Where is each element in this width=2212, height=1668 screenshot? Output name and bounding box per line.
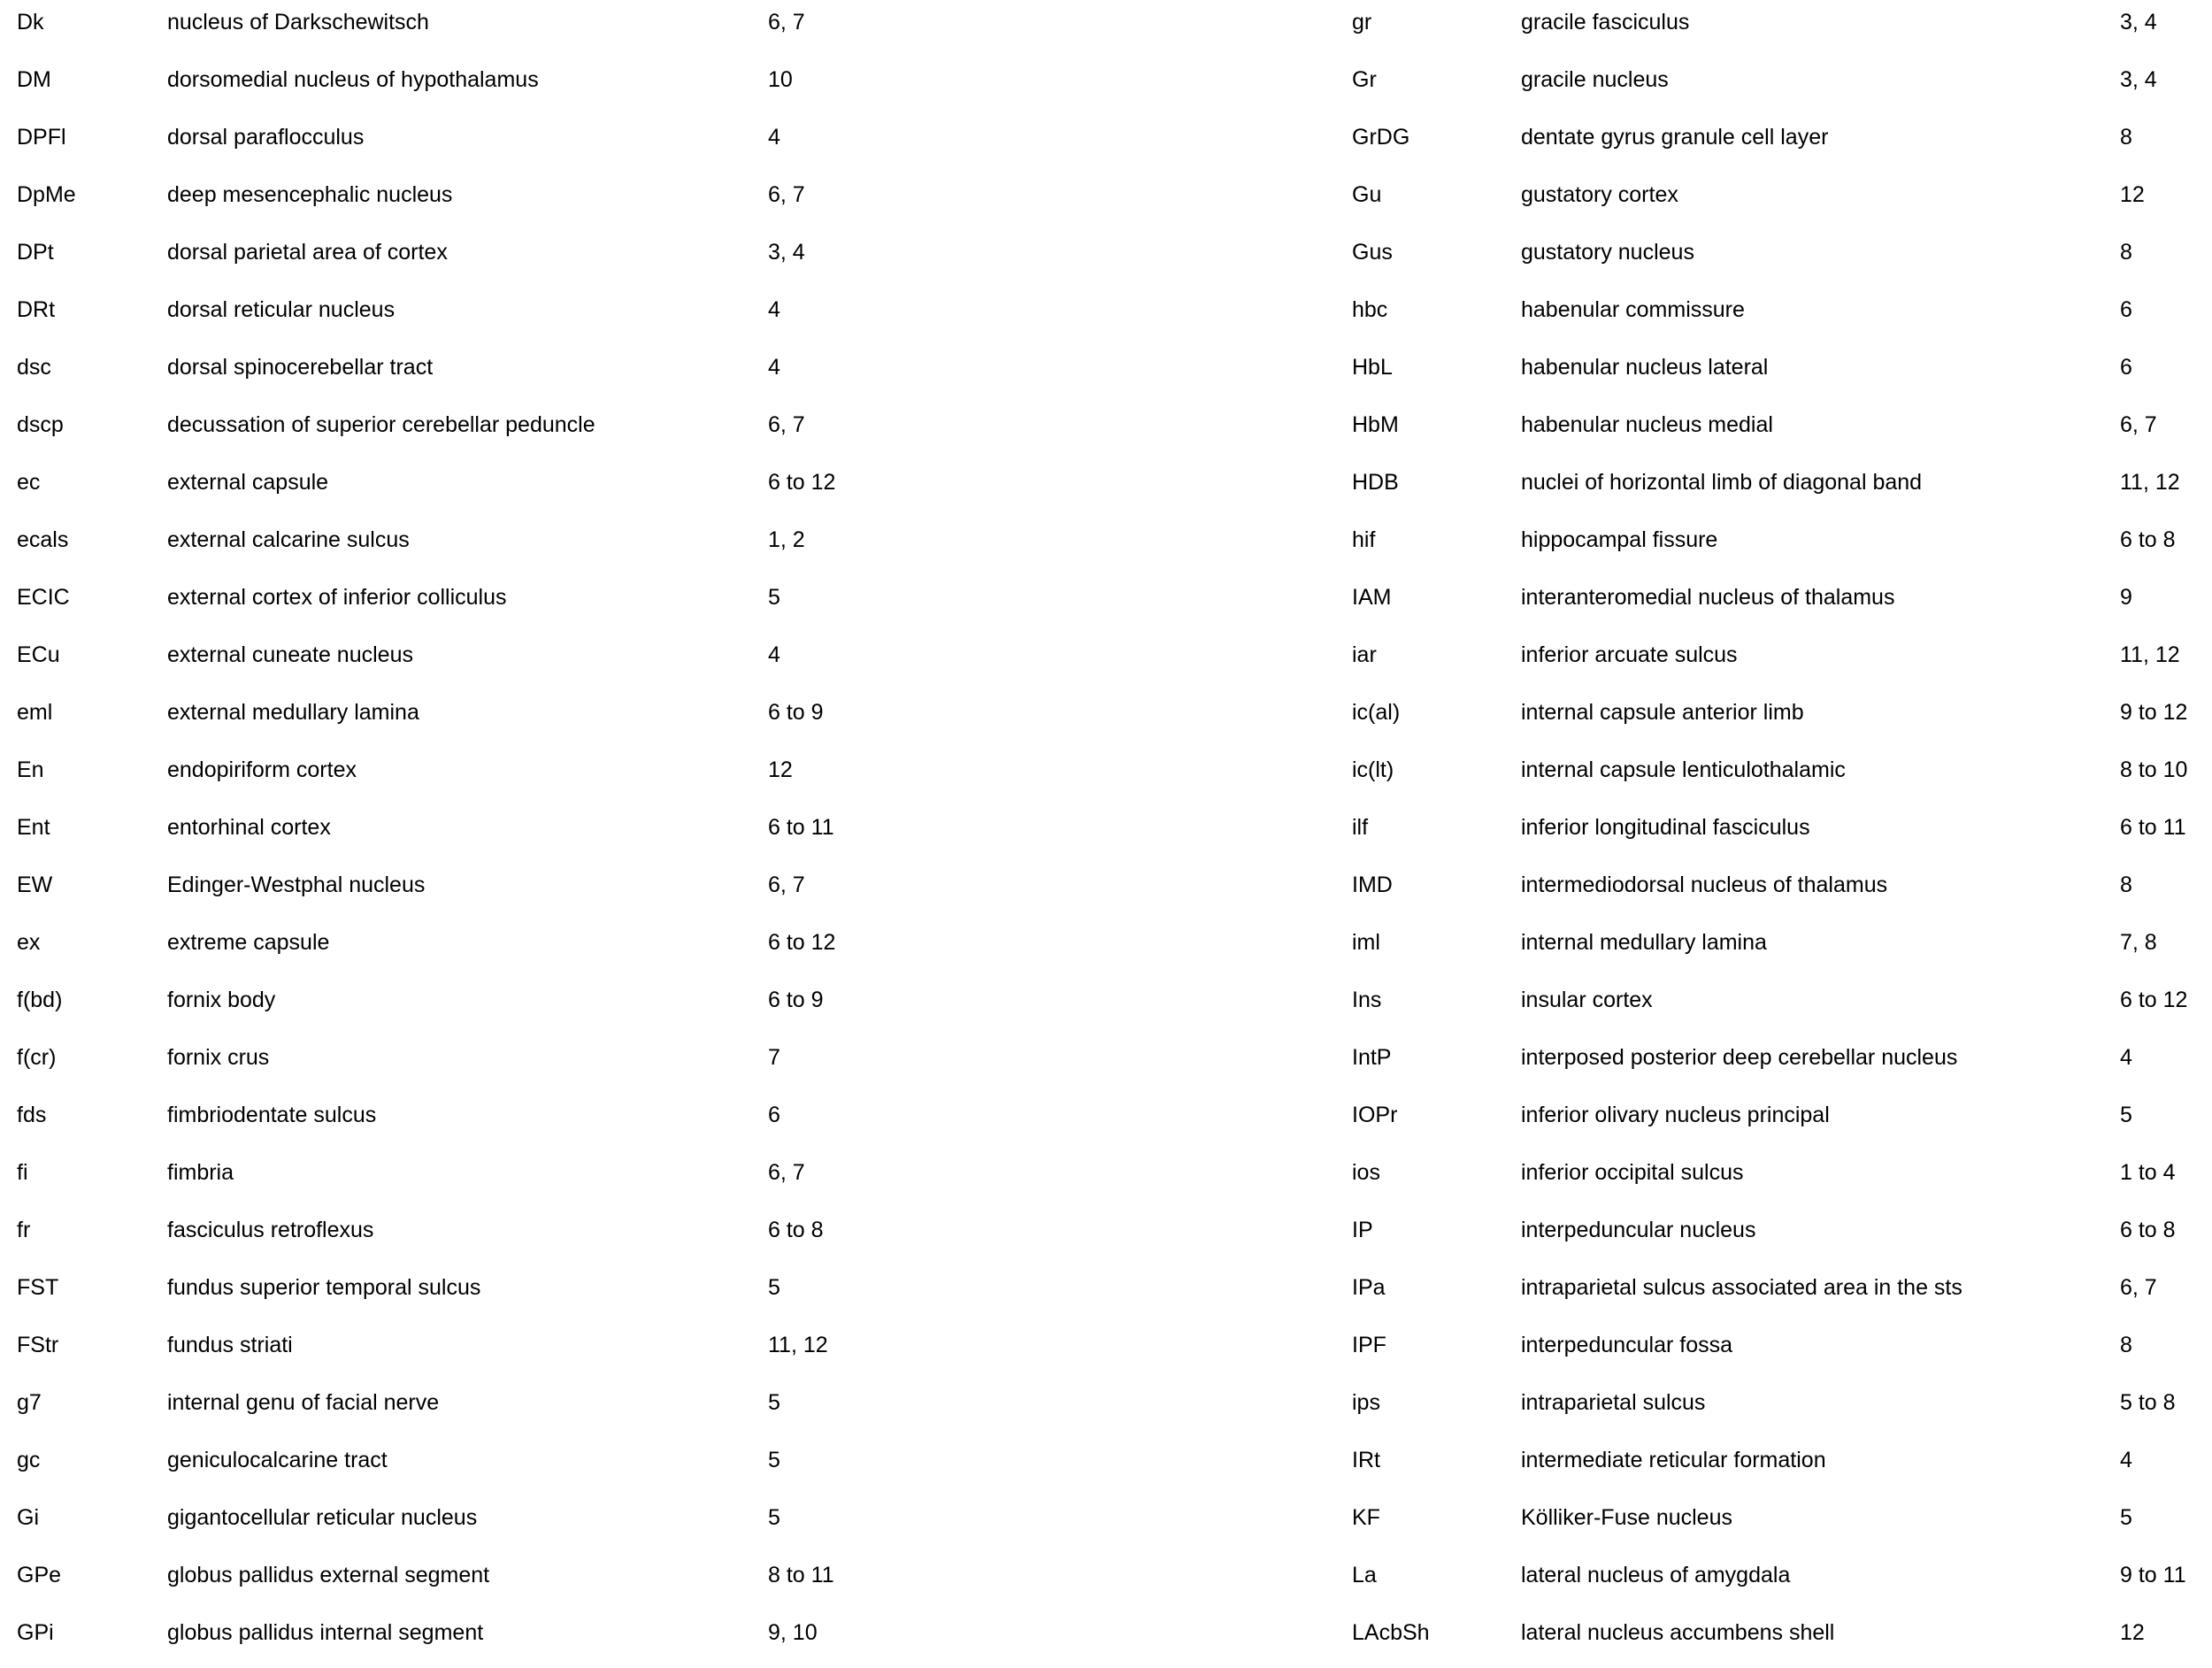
abbreviation-row	[0, 518, 1106, 575]
abbreviation-row	[0, 58, 1106, 115]
structure-name: habenular commissure	[1521, 297, 1745, 322]
abbreviation-row	[0, 1553, 1106, 1610]
structure-name: intraparietal sulcus	[1521, 1390, 1706, 1415]
abbreviation-row	[0, 633, 1106, 690]
abbreviation: GPe	[17, 1563, 62, 1587]
structure-name: nucleus of Darkschewitsch	[167, 10, 429, 35]
abbreviation: Ins	[1352, 988, 1382, 1012]
figure-numbers: 5	[2120, 1505, 2132, 1530]
abbreviation-row	[1106, 0, 2212, 58]
structure-name: inferior arcuate sulcus	[1521, 642, 1738, 667]
figure-numbers: 5	[768, 1505, 780, 1530]
abbreviation-row	[1106, 1150, 2212, 1208]
abbreviation-row	[0, 863, 1106, 920]
abbreviation: GPi	[17, 1620, 54, 1645]
abbreviation-row	[0, 690, 1106, 748]
structure-name: inferior longitudinal fasciculus	[1521, 815, 1810, 840]
figure-numbers: 6 to 11	[768, 815, 834, 840]
structure-name: Edinger-Westphal nucleus	[167, 872, 426, 897]
structure-name: external cuneate nucleus	[167, 642, 413, 667]
abbreviation-row	[1106, 345, 2212, 403]
figure-numbers: 6, 7	[2120, 412, 2157, 437]
abbreviation: ec	[17, 470, 41, 495]
structure-name: nuclei of horizontal limb of diagonal band	[1521, 470, 1923, 495]
structure-name: dorsomedial nucleus of hypothalamus	[167, 67, 539, 92]
abbreviation: ECIC	[17, 585, 70, 610]
abbreviation: Ent	[17, 815, 50, 840]
abbreviation-row	[1106, 863, 2212, 920]
abbreviation: DPFl	[17, 125, 66, 150]
abbreviation-row	[0, 1380, 1106, 1438]
structure-name: habenular nucleus lateral	[1521, 355, 1769, 380]
figure-numbers: 3, 4	[768, 240, 805, 265]
structure-name: dorsal spinocerebellar tract	[167, 355, 434, 380]
structure-name: fasciculus retroflexus	[167, 1218, 374, 1242]
figure-numbers: 6 to 11	[2120, 815, 2186, 840]
abbreviation-row	[0, 1265, 1106, 1323]
figure-numbers: 6	[2120, 355, 2132, 380]
abbreviation-row	[0, 0, 1106, 58]
structure-name: lateral nucleus accumbens shell	[1521, 1620, 1835, 1645]
figure-numbers: 8	[2120, 1333, 2132, 1357]
abbreviation: hif	[1352, 527, 1376, 552]
structure-name: intraparietal sulcus associated area in the sts	[1521, 1275, 1962, 1300]
figure-numbers: 1, 2	[768, 527, 805, 552]
figure-numbers: 4	[768, 297, 780, 322]
structure-name: extreme capsule	[167, 930, 330, 955]
figure-numbers: 8	[2120, 872, 2132, 897]
abbreviation-row	[0, 920, 1106, 978]
abbreviation-row	[1106, 1610, 2212, 1668]
figure-numbers: 10	[768, 67, 793, 92]
structure-name: gustatory nucleus	[1521, 240, 1694, 265]
abbreviation: fr	[17, 1218, 31, 1242]
structure-name: external cortex of inferior colliculus	[167, 585, 507, 610]
abbreviation-row	[1106, 633, 2212, 690]
abbreviation-row	[0, 1438, 1106, 1495]
abbreviation: FST	[17, 1275, 59, 1300]
structure-name: gracile nucleus	[1521, 67, 1669, 92]
structure-name: external capsule	[167, 470, 329, 495]
abbreviation-row	[1106, 403, 2212, 460]
abbreviation: Gi	[17, 1505, 39, 1530]
structure-name: interpeduncular nucleus	[1521, 1218, 1756, 1242]
abbreviation-row	[1106, 805, 2212, 863]
structure-name: insular cortex	[1521, 988, 1653, 1012]
figure-numbers: 6 to 12	[2120, 988, 2188, 1012]
structure-name: external calcarine sulcus	[167, 527, 410, 552]
abbreviation: gc	[17, 1448, 41, 1472]
abbreviation-row	[1106, 230, 2212, 288]
figure-numbers: 6 to 9	[768, 700, 824, 725]
structure-name: geniculocalcarine tract	[167, 1448, 388, 1472]
abbreviation-row	[1106, 690, 2212, 748]
abbreviation-row	[0, 1150, 1106, 1208]
abbreviation-column-right	[1106, 0, 2212, 1668]
figure-numbers: 5	[768, 585, 780, 610]
structure-name: hippocampal fissure	[1521, 527, 1718, 552]
abbreviation-row	[1106, 1495, 2212, 1553]
figure-numbers: 11, 12	[2120, 470, 2180, 495]
abbreviation: IPF	[1352, 1333, 1386, 1357]
abbreviation: fds	[17, 1103, 47, 1127]
abbreviation-row	[0, 805, 1106, 863]
abbreviation: IP	[1352, 1218, 1373, 1242]
abbreviation: IntP	[1352, 1045, 1392, 1070]
abbreviation: DM	[17, 67, 51, 92]
structure-name: fornix crus	[167, 1045, 270, 1070]
structure-name: intermediate reticular formation	[1521, 1448, 1826, 1472]
abbreviation: ic(lt)	[1352, 757, 1394, 782]
abbreviation-row	[0, 978, 1106, 1035]
figure-numbers: 4	[768, 125, 780, 150]
figure-numbers: 1 to 4	[2120, 1160, 2176, 1185]
abbreviation-row	[0, 345, 1106, 403]
abbreviation: IPa	[1352, 1275, 1386, 1300]
structure-name: dorsal reticular nucleus	[167, 297, 396, 322]
figure-numbers: 7, 8	[2120, 930, 2157, 955]
structure-name: lateral nucleus of amygdala	[1521, 1563, 1791, 1587]
figure-numbers: 11, 12	[768, 1333, 828, 1357]
structure-name: gigantocellular reticular nucleus	[167, 1505, 478, 1530]
structure-name: internal medullary lamina	[1521, 930, 1767, 955]
abbreviation-row	[1106, 748, 2212, 805]
structure-name: interpeduncular fossa	[1521, 1333, 1733, 1357]
abbreviation: gr	[1352, 10, 1372, 35]
abbreviation: HbM	[1352, 412, 1399, 437]
abbreviation: DRt	[17, 297, 56, 322]
structure-name: inferior occipital sulcus	[1521, 1160, 1744, 1185]
abbreviation: EW	[17, 872, 53, 897]
figure-numbers: 6, 7	[768, 10, 805, 35]
figure-numbers: 6 to 8	[2120, 1218, 2176, 1242]
abbreviation-row	[0, 1610, 1106, 1668]
figure-numbers: 12	[768, 757, 793, 782]
figure-numbers: 3, 4	[2120, 67, 2157, 92]
figure-numbers: 6 to 8	[768, 1218, 824, 1242]
figure-numbers: 9, 10	[768, 1620, 818, 1645]
structure-name: internal capsule lenticulothalamic	[1521, 757, 1846, 782]
abbreviation-row	[1106, 1438, 2212, 1495]
structure-name: dentate gyrus granule cell layer	[1521, 125, 1829, 150]
structure-name: globus pallidus internal segment	[167, 1620, 484, 1645]
abbreviation: Gus	[1352, 240, 1393, 265]
figure-numbers: 6 to 8	[2120, 527, 2176, 552]
abbreviation-row	[1106, 460, 2212, 518]
abbreviation-row	[1106, 518, 2212, 575]
structure-name: internal capsule anterior limb	[1521, 700, 1804, 725]
abbreviation-row	[1106, 1265, 2212, 1323]
figure-numbers: 6, 7	[768, 182, 805, 207]
figure-numbers: 11, 12	[2120, 642, 2180, 667]
abbreviation: ios	[1352, 1160, 1380, 1185]
structure-name: dorsal parietal area of cortex	[167, 240, 448, 265]
structure-name: globus pallidus external segment	[167, 1563, 490, 1587]
abbreviation: FStr	[17, 1333, 59, 1357]
abbreviation: g7	[17, 1390, 42, 1415]
structure-name: habenular nucleus medial	[1521, 412, 1773, 437]
figure-numbers: 6	[2120, 297, 2132, 322]
figure-numbers: 8 to 10	[2120, 757, 2188, 782]
figure-numbers: 7	[768, 1045, 780, 1070]
figure-numbers: 6 to 12	[768, 470, 836, 495]
structure-name: fundus superior temporal sulcus	[167, 1275, 481, 1300]
abbreviation: f(bd)	[17, 988, 63, 1012]
figure-numbers: 9 to 11	[2120, 1563, 2186, 1587]
abbreviation-row	[0, 460, 1106, 518]
abbreviation-row	[1106, 1380, 2212, 1438]
structure-name: entorhinal cortex	[167, 815, 331, 840]
abbreviation-row	[0, 575, 1106, 633]
figure-numbers: 3, 4	[2120, 10, 2157, 35]
figure-numbers: 6, 7	[768, 412, 805, 437]
abbreviation: ecals	[17, 527, 69, 552]
abbreviation-row	[0, 748, 1106, 805]
abbreviation: LAcbSh	[1352, 1620, 1430, 1645]
structure-name: decussation of superior cerebellar peduncle	[167, 412, 595, 437]
abbreviation: ic(al)	[1352, 700, 1401, 725]
abbreviation-row	[1106, 1323, 2212, 1380]
figure-numbers: 8	[2120, 125, 2132, 150]
structure-name: internal genu of facial nerve	[167, 1390, 440, 1415]
abbreviation: La	[1352, 1563, 1377, 1587]
abbreviation: IOPr	[1352, 1103, 1398, 1127]
abbreviation-row	[1106, 1208, 2212, 1265]
abbreviation-row	[0, 1035, 1106, 1093]
abbreviation: fi	[17, 1160, 28, 1185]
abbreviation-row	[0, 230, 1106, 288]
figure-numbers: 12	[2120, 1620, 2145, 1645]
figure-numbers: 4	[768, 642, 780, 667]
abbreviation-row	[1106, 288, 2212, 345]
abbreviation: IMD	[1352, 872, 1393, 897]
figure-numbers: 6 to 9	[768, 988, 824, 1012]
abbreviation-row	[1106, 115, 2212, 173]
abbreviation: IRt	[1352, 1448, 1380, 1472]
abbreviation: ilf	[1352, 815, 1369, 840]
figure-numbers: 6, 7	[2120, 1275, 2157, 1300]
abbreviation: ips	[1352, 1390, 1380, 1415]
abbreviation: En	[17, 757, 44, 782]
structure-name: dorsal paraflocculus	[167, 125, 365, 150]
abbreviation: iar	[1352, 642, 1377, 667]
figure-numbers: 6, 7	[768, 872, 805, 897]
structure-name: gustatory cortex	[1521, 182, 1678, 207]
figure-numbers: 5	[768, 1275, 780, 1300]
figure-numbers: 5	[2120, 1103, 2132, 1127]
figure-numbers: 6	[768, 1103, 780, 1127]
structure-name: external medullary lamina	[167, 700, 419, 725]
abbreviation-row	[0, 288, 1106, 345]
figure-numbers: 8	[2120, 240, 2132, 265]
figure-numbers: 4	[2120, 1448, 2132, 1472]
structure-name: fimbria	[167, 1160, 234, 1185]
figure-numbers: 5	[768, 1390, 780, 1415]
abbreviation: dsc	[17, 355, 51, 380]
figure-numbers: 6 to 12	[768, 930, 836, 955]
structure-name: Kölliker-Fuse nucleus	[1521, 1505, 1732, 1530]
abbreviation-row	[0, 1323, 1106, 1380]
structure-name: interposed posterior deep cerebellar nucleus	[1521, 1045, 1958, 1070]
abbreviation: hbc	[1352, 297, 1388, 322]
abbreviation: Gu	[1352, 182, 1382, 207]
abbreviation-row	[0, 403, 1106, 460]
abbreviation-row	[1106, 575, 2212, 633]
abbreviation: Gr	[1352, 67, 1377, 92]
figure-numbers: 9	[2120, 585, 2132, 610]
structure-name: fundus striati	[167, 1333, 293, 1357]
figure-numbers: 6, 7	[768, 1160, 805, 1185]
abbreviation: HDB	[1352, 470, 1399, 495]
figure-numbers: 5	[768, 1448, 780, 1472]
abbreviation-row	[1106, 1553, 2212, 1610]
abbreviation-row	[1106, 978, 2212, 1035]
structure-name: endopiriform cortex	[167, 757, 357, 782]
abbreviation-row	[1106, 58, 2212, 115]
figure-numbers: 9 to 12	[2120, 700, 2188, 725]
abbreviation-row	[1106, 1035, 2212, 1093]
structure-name: deep mesencephalic nucleus	[167, 182, 453, 207]
abbreviation: ex	[17, 930, 41, 955]
abbreviation: dscp	[17, 412, 64, 437]
structure-name: fornix body	[167, 988, 276, 1012]
abbreviation-row	[1106, 1093, 2212, 1150]
abbreviation-row	[1106, 173, 2212, 230]
abbreviation: KF	[1352, 1505, 1380, 1530]
abbreviation: IAM	[1352, 585, 1392, 610]
abbreviation-row	[0, 115, 1106, 173]
abbreviation: iml	[1352, 930, 1380, 955]
abbreviation: DpMe	[17, 182, 76, 207]
structure-name: inferior olivary nucleus principal	[1521, 1103, 1830, 1127]
abbreviation: Dk	[17, 10, 44, 35]
figure-numbers: 5 to 8	[2120, 1390, 2176, 1415]
abbreviation-row	[1106, 920, 2212, 978]
abbreviation: HbL	[1352, 355, 1393, 380]
figure-numbers: 4	[768, 355, 780, 380]
structure-name: gracile fasciculus	[1521, 10, 1690, 35]
abbreviation: f(cr)	[17, 1045, 57, 1070]
structure-name: interanteromedial nucleus of thalamus	[1521, 585, 1895, 610]
abbreviation-row	[0, 173, 1106, 230]
structure-name: fimbriodentate sulcus	[167, 1103, 377, 1127]
abbreviation: ECu	[17, 642, 60, 667]
figure-numbers: 8 to 11	[768, 1563, 834, 1587]
abbreviation-row	[0, 1495, 1106, 1553]
abbreviation: DPt	[17, 240, 54, 265]
abbreviation: eml	[17, 700, 53, 725]
structure-name: intermediodorsal nucleus of thalamus	[1521, 872, 1888, 897]
abbreviation-row	[0, 1093, 1106, 1150]
figure-numbers: 12	[2120, 182, 2145, 207]
figure-numbers: 4	[2120, 1045, 2132, 1070]
abbreviation: GrDG	[1352, 125, 1410, 150]
abbreviation-row	[0, 1208, 1106, 1265]
